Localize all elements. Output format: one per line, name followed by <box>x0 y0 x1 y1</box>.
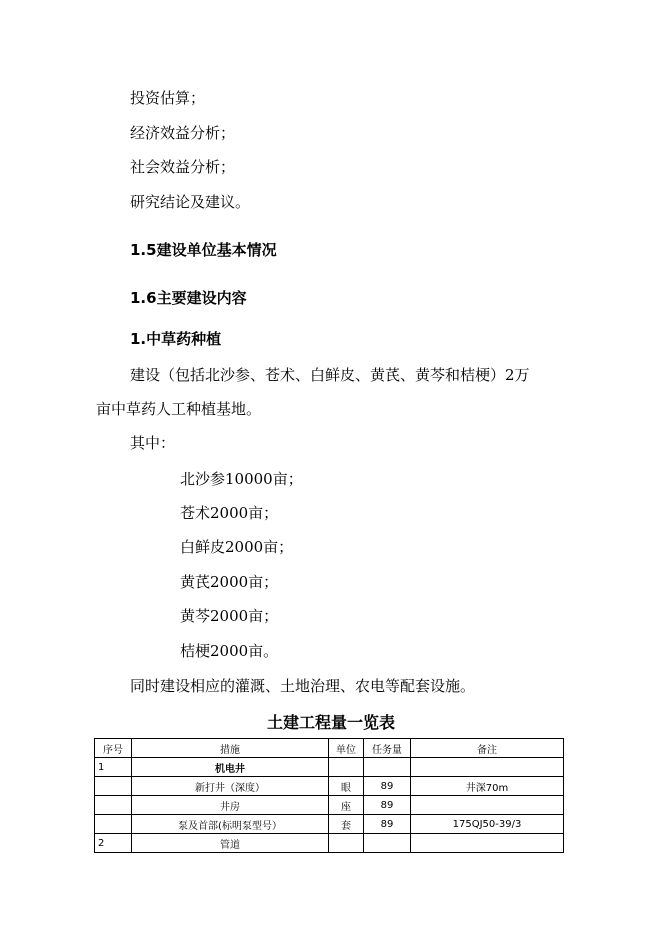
cell-measure: 机电井 <box>132 758 329 777</box>
paragraph-facilities: 同时建设相应的灌溉、土地治理、农电等配套设施。 <box>130 677 476 695</box>
list-line-investment: 投资估算； <box>130 89 206 107</box>
table-title: 土建工程量一览表 <box>266 713 395 732</box>
crop-item-beishashen: 北沙参10000亩； <box>180 470 303 488</box>
cell-quantity <box>364 834 411 853</box>
cell-no <box>95 777 132 796</box>
cell-remark <box>411 834 564 853</box>
cell-quantity: 89 <box>364 815 411 834</box>
list-line-economic: 经济效益分析； <box>130 124 236 142</box>
cell-measure: 新打井（深度） <box>132 777 329 796</box>
table-row <box>95 758 564 777</box>
table-row <box>95 796 564 815</box>
table-header-row <box>95 739 564 758</box>
paragraph-among: 其中： <box>130 434 176 452</box>
cell-remark <box>411 758 564 777</box>
crop-item-huangqi: 黄芪2000亩； <box>180 573 279 591</box>
cell-unit: 套 <box>329 815 364 834</box>
cell-measure: 管道 <box>132 834 329 853</box>
cell-unit: 眼 <box>329 777 364 796</box>
paragraph-line-1: 建设（包括北沙参、苍术、白鲜皮、黄芪、黄芩和桔梗）2万 <box>130 366 530 384</box>
subsection-heading-herbs: 1.中草药种植 <box>130 330 222 348</box>
cell-remark <box>411 796 564 815</box>
list-line-conclusion: 研究结论及建议。 <box>130 193 251 211</box>
header-unit: 单位 <box>329 739 364 758</box>
cell-unit <box>329 834 364 853</box>
works-table <box>94 738 564 853</box>
cell-no: 1 <box>95 758 132 777</box>
table-row <box>95 815 564 834</box>
header-no: 序号 <box>95 739 132 758</box>
table-row <box>95 777 564 796</box>
cell-no <box>95 815 132 834</box>
table-row <box>95 834 564 853</box>
cell-quantity: 89 <box>364 796 411 815</box>
crop-item-huangqin: 黄芩2000亩； <box>180 607 279 625</box>
cell-quantity <box>364 758 411 777</box>
header-quantity: 任务量 <box>364 739 411 758</box>
header-remark: 备注 <box>411 739 564 758</box>
cell-unit: 座 <box>329 796 364 815</box>
cell-measure: 井房 <box>132 796 329 815</box>
section-heading-1-6: 1.6主要建设内容 <box>130 289 247 307</box>
cell-unit <box>329 758 364 777</box>
cell-measure: 泵及首部(标明泵型号） <box>132 815 329 834</box>
section-heading-1-5: 1.5建设单位基本情况 <box>130 241 277 259</box>
cell-quantity: 89 <box>364 777 411 796</box>
crop-item-jiegeng: 桔梗2000亩。 <box>180 642 279 660</box>
cell-remark: 井深70m <box>411 777 564 796</box>
cell-no <box>95 796 132 815</box>
list-line-social: 社会效益分析； <box>130 158 236 176</box>
cell-remark: 175QJ50-39/3 <box>411 815 564 834</box>
paragraph-line-2: 亩中草药人工种植基地。 <box>96 400 262 418</box>
header-measure: 措施 <box>132 739 329 758</box>
crop-item-baixianpi: 白鲜皮2000亩； <box>180 538 294 556</box>
crop-item-cangzhu: 苍术2000亩； <box>180 504 279 522</box>
cell-no: 2 <box>95 834 132 853</box>
